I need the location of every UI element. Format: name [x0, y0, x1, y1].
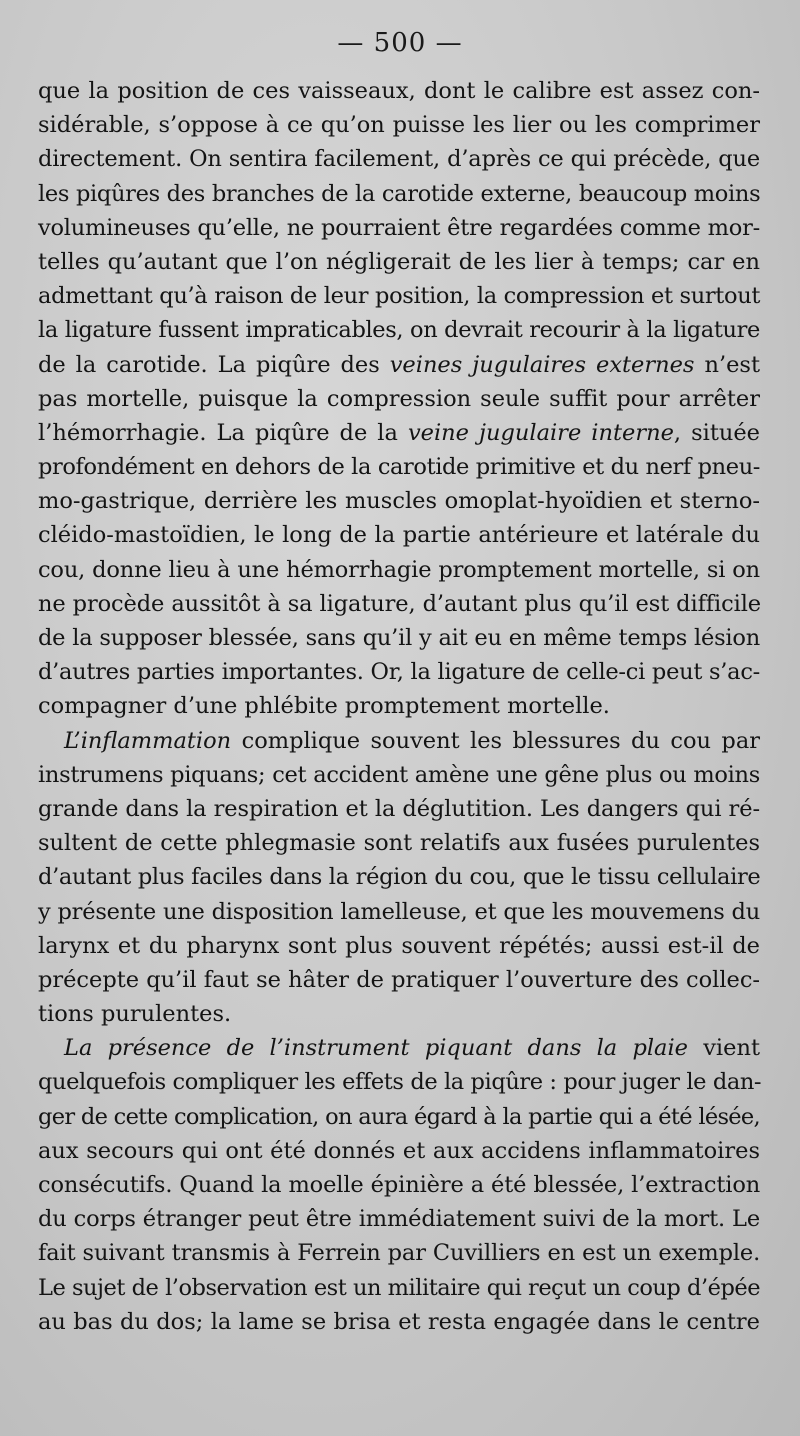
- text-line: précepte qu’il faut se hâter de pratiquer l’ouverture des collec-: [38, 966, 760, 993]
- text-line: cléido-mastoïdien, le long de la partie antérieure et latérale du: [38, 522, 760, 549]
- text-line: directement. On sentira facilement, d’après ce qui précède, que: [38, 146, 760, 173]
- text-line: admettant qu’à raison de leur position, la compression et surtout: [38, 283, 761, 310]
- body-text: [38, 74, 760, 1339]
- text-line: sultent de cette phlegmasie sont relatifs aux fusées purulentes: [38, 830, 760, 857]
- text-line: ger de cette complication, on aura égard à la partie qui a été lésée,: [38, 1103, 760, 1130]
- text-line: compagner d’une phlébite promptement mortelle.: [38, 693, 610, 720]
- text-line: ne procède aussitôt à sa ligature, d’autant plus qu’il est difficile: [38, 590, 762, 617]
- text-line: [38, 1031, 760, 1065]
- text-line: d’autant plus faciles dans la région du cou, que le tissu cellulaire: [38, 864, 761, 891]
- text-line: mo-gastrique, derrière les muscles omoplat-hyoïdien et sterno-: [38, 488, 760, 515]
- text-segment: complique souvent les blessures du cou par: [231, 727, 760, 754]
- text-line: d’autres parties importantes. Or, la ligature de celle-ci peut s’ac-: [38, 659, 760, 686]
- text-segment: , située: [673, 419, 760, 446]
- text-line: [38, 348, 760, 382]
- text-line: tions purulentes.: [38, 1001, 232, 1028]
- text-line: cou, donne lieu à une hémorrhagie promptement mortelle, si on: [38, 556, 760, 583]
- italic-phrase: veine jugulaire interne: [407, 419, 674, 446]
- text-line: pas mortelle, puisque la compression seule suffit pour arrêter: [38, 385, 760, 412]
- italic-phrase: La présence de l’instrument piquant dans la plaie: [64, 1035, 688, 1062]
- text-line: au bas du dos; la lame se brisa et resta engagée dans le centre: [38, 1308, 760, 1335]
- text-line: de la supposer blessée, sans qu’il y ait eu en même temps lésion: [38, 625, 760, 651]
- text-line: aux secours qui ont été donnés et aux accidens inflammatoires: [38, 1137, 760, 1164]
- text-line: profondément en dehors de la carotide primitive et du nerf pneu-: [38, 454, 760, 481]
- text-line: quelquefois compliquer les effets de la piqûre : pour juger le dan-: [38, 1069, 762, 1096]
- italic-phrase: L’inflammation: [64, 727, 232, 754]
- text-line: les piqûres des branches de la carotide externe, beaucoup moins: [38, 180, 761, 207]
- text-line: volumineuses qu’elle, ne pourraient être regardées comme mor-: [38, 214, 760, 241]
- page-number: — 500 —: [337, 28, 463, 58]
- text-line: sidérable, s’oppose à ce qu’on puisse les lier ou les comprimer: [38, 112, 760, 139]
- text-line: [38, 416, 760, 450]
- text-line: instrumens piquans; cet accident amène une gêne plus ou moins: [38, 761, 760, 788]
- text-segment: l’hémorrhagie. La piqûre de la: [38, 419, 408, 446]
- text-segment: vient: [687, 1035, 760, 1062]
- text-line: y présente une disposition lamelleuse, et que les mouvemens du: [38, 898, 760, 925]
- text-line: grande dans la respiration et la déglutition. Les dangers qui ré-: [38, 795, 760, 822]
- text-line: larynx et du pharynx sont plus souvent répétés; aussi est-il de: [38, 932, 760, 959]
- text-line: que la position de ces vaisseaux, dont le calibre est assez con-: [38, 78, 760, 104]
- text-line: telles qu’autant que l’on négligerait de les lier à temps; car en: [38, 248, 760, 275]
- text-segment: n’est: [694, 351, 760, 378]
- text-line: du corps étranger peut être immédiatement suivi de la mort. Le: [38, 1206, 760, 1233]
- text-segment: de la carotide. La piqûre des: [38, 351, 390, 378]
- italic-phrase: veines jugulaires externes: [389, 351, 695, 378]
- text-line: [38, 724, 760, 758]
- text-line: consécutifs. Quand la moelle épinière a été blessée, l’extraction: [38, 1172, 761, 1198]
- text-line: la ligature fussent impraticables, on devrait recourir à la ligature: [38, 317, 760, 344]
- text-line: fait suivant transmis à Ferrein par Cuvilliers en est un exemple.: [38, 1240, 761, 1267]
- text-line: Le sujet de l’observation est un militaire qui reçut un coup d’épée: [38, 1274, 761, 1301]
